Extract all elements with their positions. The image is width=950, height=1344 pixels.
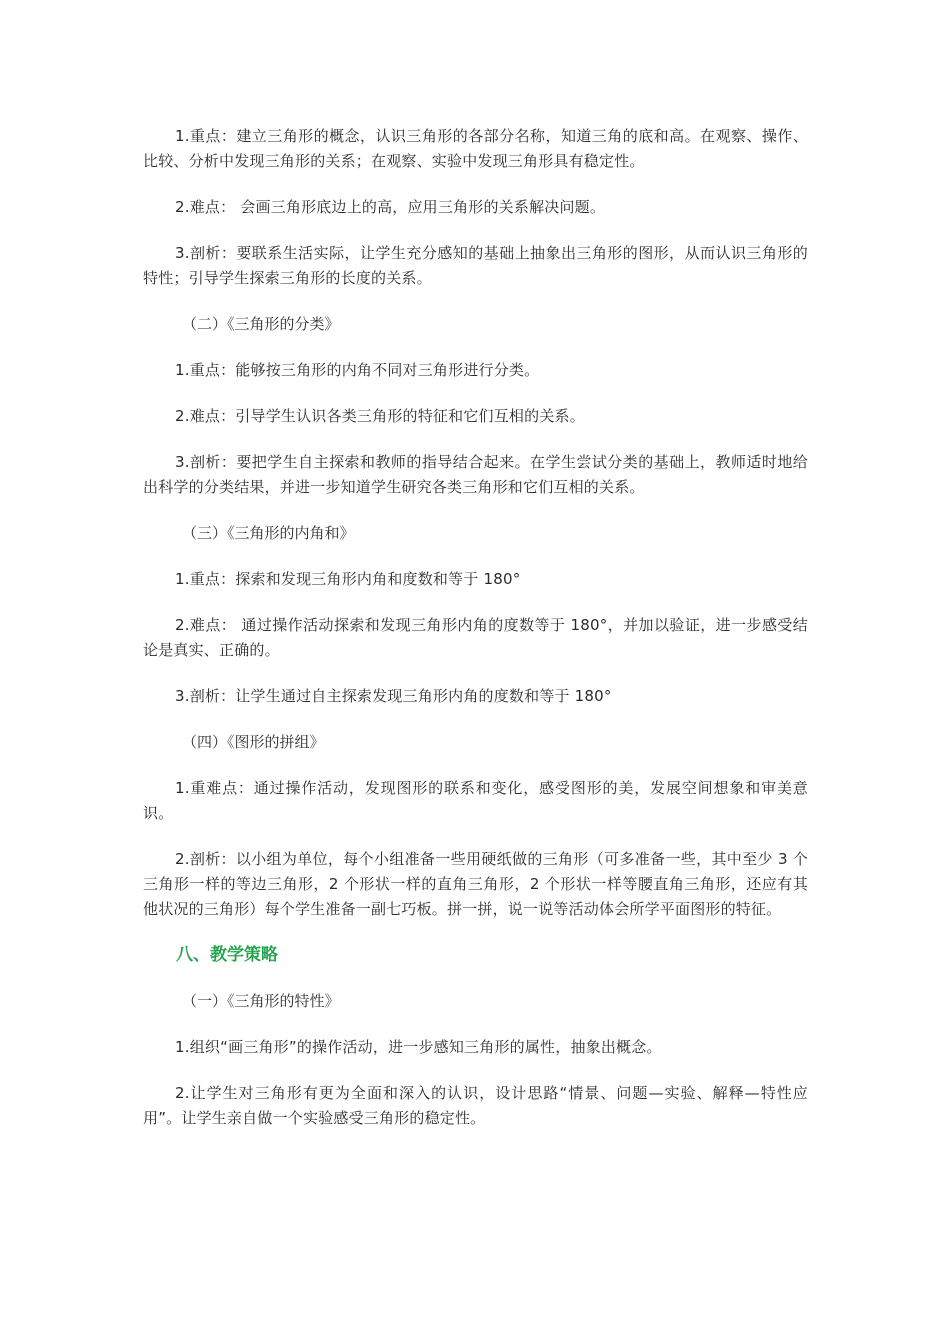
- paragraph: 1.重难点：通过操作活动，发现图形的联系和变化，感受图形的美，发展空间想象和审美意识。: [143, 779, 808, 822]
- paragraph: 2.难点： 会画三角形底边上的高，应用三角形的关系解决问题。: [175, 198, 606, 216]
- paragraph: 3.剖析：要联系生活实际，让学生充分感知的基础上抽象出三角形的图形，从而认识三角形的特性；引导学生探索三角形的长度的关系。: [143, 244, 808, 287]
- paragraph: 1.重点：能够按三角形的内角不同对三角形进行分类。: [175, 361, 540, 379]
- paragraph: 1.重点：探索和发现三角形内角和度数和等于 180°: [175, 570, 521, 588]
- paragraph: 2.难点：引导学生认识各类三角形的特征和它们互相的关系。: [175, 407, 585, 425]
- document-page: [143, 124, 808, 1152]
- paragraph: 2.难点： 通过操作活动探索和发现三角形内角的度数等于 180°，并加以验证，进一步感受结论是真实、正确的。: [143, 616, 808, 659]
- paragraph: 3.剖析：让学生通过自主探索发现三角形内角的度数和等于 180°: [175, 687, 612, 705]
- paragraph: 1.组织“画三角形”的操作活动，进一步感知三角形的属性，抽象出概念。: [175, 1038, 662, 1056]
- paragraph: 1.重点：建立三角形的概念，认识三角形的各部分名称，知道三角的底和高。在观察、操作、比较、分析中发现三角形的关系；在观察、实验中发现三角形具有稳定性。: [143, 127, 808, 170]
- subsection-title: （二）《三角形的分类》: [182, 315, 340, 333]
- paragraph: 2.剖析：以小组为单位，每个小组准备一些用硬纸做的三角形（可多准备一些，其中至少 3 个三角形一样的等边三角形，2 个形状一样的直角三角形，2 个形状一样等腰直角三角形，还应有其他状况的三角形）每个学生准备一副七巧板。拼一拼，说一说等活动体会所学平面图形的特征。: [143, 850, 808, 918]
- subsection-title: （四）《图形的拼组》: [182, 733, 325, 751]
- paragraph: 3.剖析：要把学生自主探索和教师的指导结合起来。在学生尝试分类的基础上，教师适时地给出科学的分类结果，并进一步知道学生研究各类三角形和它们互相的关系。: [143, 453, 808, 496]
- subsection-title: （三）《三角形的内角和》: [182, 524, 355, 542]
- paragraph: 2.让学生对三角形有更为全面和深入的认识，设计思路“情景、问题—实验、解释—特性应用”。让学生亲自做一个实验感受三角形的稳定性。: [143, 1084, 808, 1127]
- section-heading: 八、教学策略: [176, 945, 278, 965]
- subsection-title: （一）《三角形的特性》: [182, 992, 340, 1010]
